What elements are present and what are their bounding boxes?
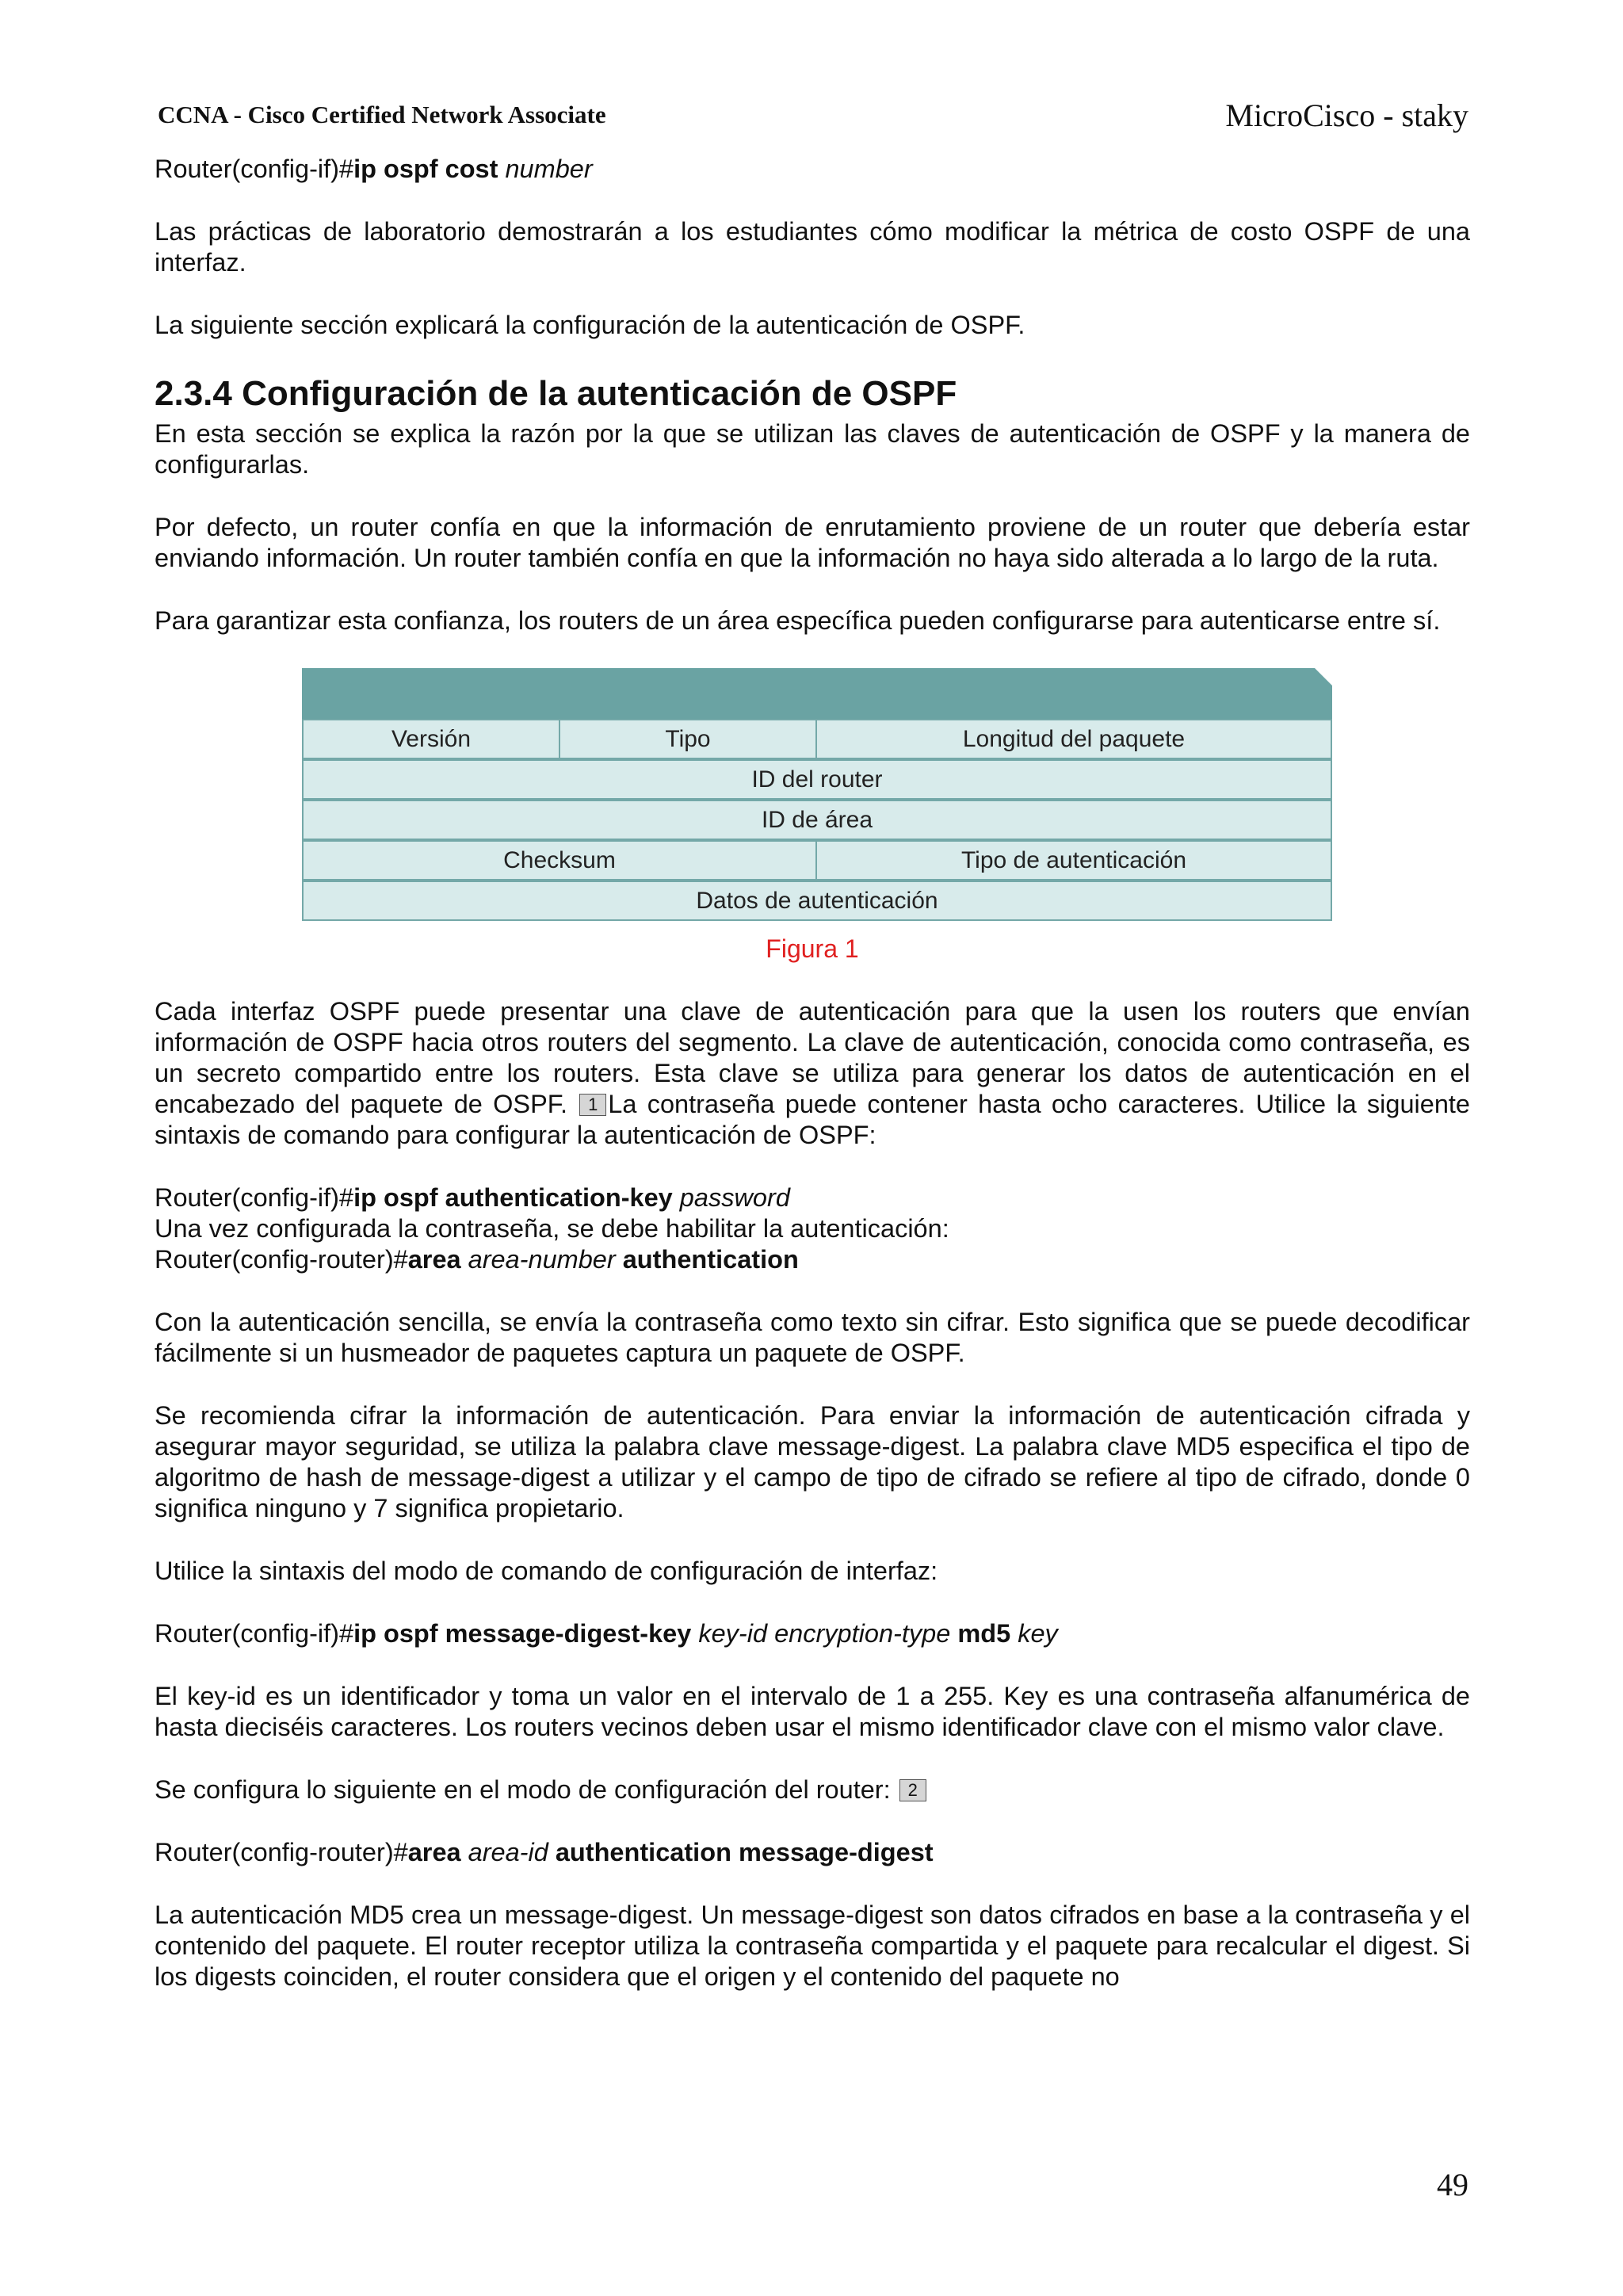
paragraph: Para garantizar esta confianza, los routers de un área específica pueden configurarse para autenticarse entre sí. <box>155 606 1441 635</box>
figure-row <box>302 840 1332 881</box>
paragraph: Utilice la sintaxis del modo de comando de configuración de interfaz: <box>155 1557 938 1585</box>
paragraph-text: Se configura lo siguiente en el modo de configuración del router: <box>155 1775 891 1804</box>
paragraph: Por defecto, un router confía en que la información de enrutamiento proviene de un router que debería estar enviando información. Un router también confía en que la información no haya sido alterada a lo largo de la ruta. <box>155 513 1470 572</box>
command-prompt: Router(config-if)# <box>155 1619 354 1648</box>
figure-ref-badge[interactable]: 2 <box>899 1779 926 1801</box>
field-router-id: ID del router <box>751 766 883 793</box>
command-keyword: ip ospf authentication-key <box>353 1183 673 1212</box>
command-prompt: Router(config-if)# <box>155 1183 354 1212</box>
command-prompt: Router(config-router)# <box>155 1245 408 1274</box>
field-checksum: Checksum <box>304 842 817 879</box>
field-packet-length: Longitud del paquete <box>962 726 1186 752</box>
command-area-auth <box>155 1244 1470 1275</box>
paragraph: La autenticación MD5 crea un message-digest. Un message-digest son datos cifrados en base a la contraseña y el contenido del paquete. El router receptor utiliza la contraseña compartida y el paquete para recalcular el digest. Si los digests coinciden, el router considera que el origen y el contenido del paquete no <box>155 1901 1470 1991</box>
figure-row <box>302 800 1332 840</box>
ospf-header-figure <box>155 668 1470 925</box>
command-area-md5 <box>155 1837 1470 1868</box>
paragraph <box>155 1775 1470 1805</box>
command-keyword: authentication message-digest <box>555 1838 934 1866</box>
paragraph <box>155 996 1470 1151</box>
paragraph-text: Cada interfaz OSPF puede presentar una clave de autenticación para que la usen los routers que envían información de OSPF hacia otros routers del segmento. La clave de autenticación, conocida como contraseña, es un secreto compartido entre los routers. Esta clave se utiliza para generar los datos de autenticación en el encabezado del paquete de OSPF. <box>155 997 1470 1118</box>
command-md5-key <box>155 1618 1470 1649</box>
paragraph: Se recomienda cifrar la información de autenticación. Para enviar la información de autenticación cifrada y asegurar mayor seguridad, se utiliza la palabra clave message-digest. La palabra clave MD5 especifica el tipo de algoritmo de hash de message-digest a utilizar y el campo de tipo de cifrado se refiere al tipo de cifrado, donde 0 significa ninguno y 7 significa propietario. <box>155 1401 1470 1522</box>
command-prompt: Router(config-router)# <box>155 1838 408 1866</box>
command-keyword: ip ospf cost <box>353 155 498 183</box>
paragraph: En esta sección se explica la razón por la que se utilizan las claves de autenticación de OSPF y la manera de configurarlas. <box>155 419 1470 479</box>
figure-header-bar <box>302 668 1332 720</box>
command-auth-key <box>155 1182 1470 1213</box>
field-version: Versión <box>304 720 560 758</box>
ospf-packet-header-table <box>302 668 1332 923</box>
header-author: MicroCisco - staky <box>1225 97 1468 133</box>
figure-caption: Figura 1 <box>766 934 859 963</box>
command-argument: area-id <box>468 1838 548 1866</box>
command-argument: key-id encryption-type <box>698 1619 951 1648</box>
paragraph: Con la autenticación sencilla, se envía la contraseña como texto sin cifrar. Esto significa que se puede decodificar fácilmente si un husmeador de paquetes captura un paquete de OSPF. <box>155 1308 1470 1367</box>
section-heading: 2.3.4 Configuración de la autenticación de OSPF <box>155 374 957 413</box>
field-type: Tipo <box>560 720 817 758</box>
paragraph: La siguiente sección explicará la configuración de la autenticación de OSPF. <box>155 311 1025 339</box>
command-ospf-cost <box>155 154 1470 185</box>
field-area-id: ID de área <box>761 807 873 833</box>
command-keyword: area <box>407 1245 461 1274</box>
command-keyword: md5 <box>957 1619 1011 1648</box>
paragraph: Las prácticas de laboratorio demostrarán a los estudiantes cómo modificar la métrica de costo OSPF de una interfaz. <box>155 217 1470 277</box>
page-content <box>155 154 1470 2024</box>
command-prompt: Router(config-if)# <box>155 155 354 183</box>
command-keyword: area <box>407 1838 461 1866</box>
command-argument: area-number <box>468 1245 616 1274</box>
header-course-title: CCNA - Cisco Certified Network Associate <box>158 101 606 128</box>
paragraph: Una vez configurada la contraseña, se debe habilitar la autenticación: <box>155 1214 949 1243</box>
page-number: 49 <box>1437 2167 1468 2202</box>
paragraph: El key-id es un identificador y toma un valor en el intervalo de 1 a 255. Key es una contraseña alfanumérica de hasta dieciséis caracteres. Los routers vecinos deben usar el mismo identificador clave con el mismo valor clave. <box>155 1682 1470 1741</box>
command-argument: number <box>505 155 593 183</box>
paragraph-text: La contraseña puede contener hasta ocho caracteres. Utilice la siguiente sintaxis de comando para configurar la autenticación de OSPF: <box>155 1090 1470 1149</box>
field-auth-type: Tipo de autenticación <box>960 847 1187 873</box>
figure-ref-badge[interactable]: 1 <box>579 1094 606 1116</box>
command-argument: key <box>1018 1619 1058 1648</box>
command-keyword: ip ospf message-digest-key <box>353 1619 692 1648</box>
figure-row <box>302 759 1332 800</box>
field-auth-data: Datos de autenticación <box>696 888 938 914</box>
figure-row <box>302 881 1332 921</box>
command-keyword: authentication <box>622 1245 799 1274</box>
figure-row <box>302 719 1332 759</box>
command-argument: password <box>679 1183 790 1212</box>
